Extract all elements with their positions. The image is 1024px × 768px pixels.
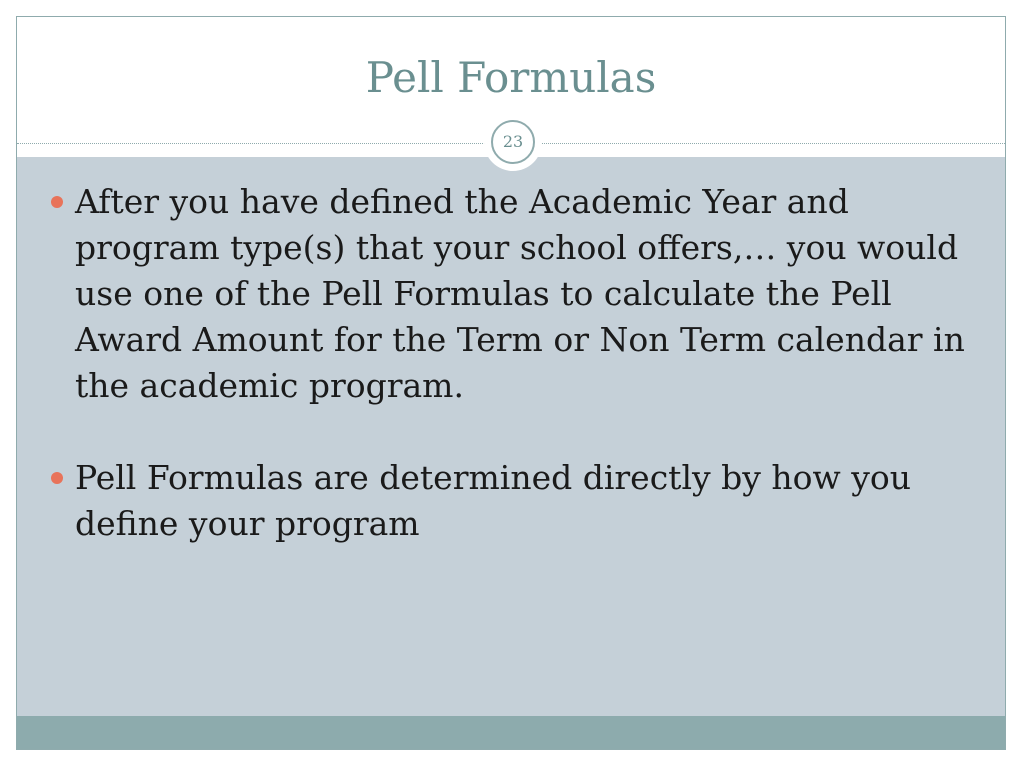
- footer-bar: [17, 716, 1005, 750]
- bullet-item: [75, 179, 995, 409]
- slide: [16, 16, 1006, 750]
- slide-number: 23: [491, 120, 535, 164]
- bullet-list: [75, 179, 995, 593]
- bullet-text: After you have defined the Academic Year and program type(s) that your school offers,… you would use one of the Pell Formulas to calculate the Pell Award Amount for the Term or Non Term calendar in the academic program.: [75, 182, 965, 405]
- slide-number-badge: [484, 113, 542, 171]
- bullet-dot-icon: [51, 472, 63, 484]
- bullet-dot-icon: [51, 196, 63, 208]
- bullet-item: [75, 455, 995, 547]
- slide-title: Pell Formulas: [365, 53, 657, 102]
- bullet-text: Pell Formulas are determined directly by how you define your program: [75, 458, 912, 543]
